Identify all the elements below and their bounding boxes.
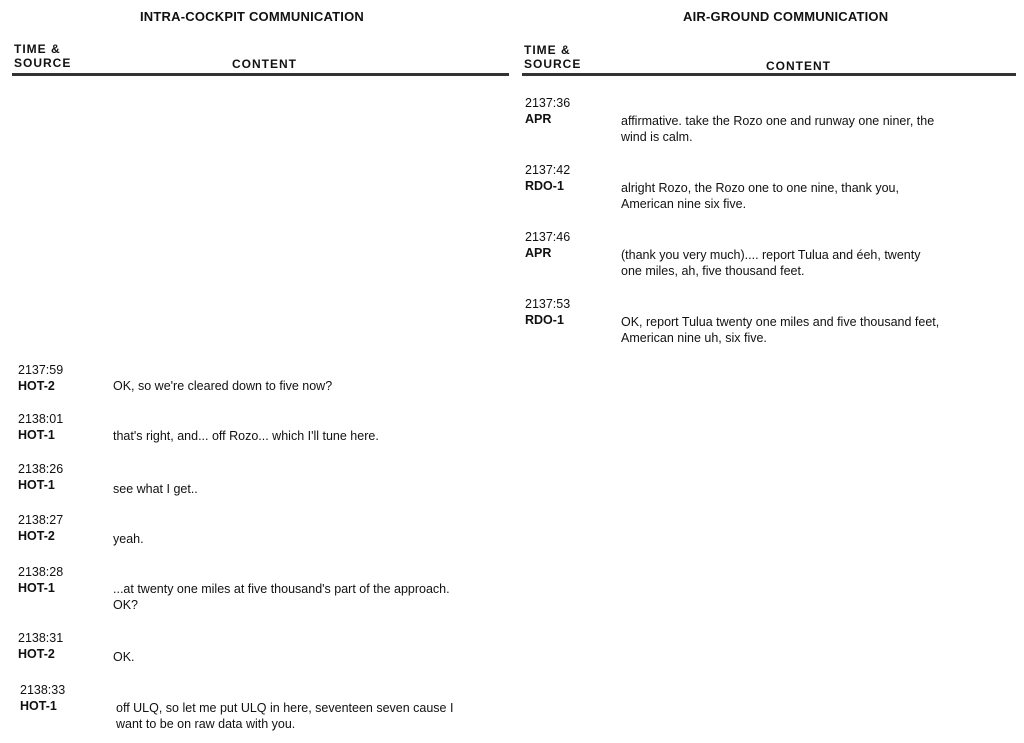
content-line: off ULQ, so let me put ULQ in here, seventeen seven cause I	[116, 701, 454, 715]
intra-cockpit-entry-time	[18, 411, 63, 443]
air-ground-entry-time	[525, 162, 570, 194]
content-line: OK, report Tulua twenty one miles and five thousand feet,	[621, 315, 940, 329]
air-ground-entry-content	[621, 314, 939, 346]
air-ground-entry-time	[525, 296, 570, 328]
intra-cockpit-entry-content	[113, 378, 332, 394]
content-line: that's right, and... off Rozo... which I'll tune here.	[113, 429, 379, 443]
air-ground-entry-content	[621, 180, 899, 212]
source-label: HOT-1	[18, 581, 55, 595]
content-line: OK.	[113, 650, 135, 664]
air-ground-entry-content	[621, 113, 934, 145]
right-header-rule	[522, 73, 1016, 76]
timestamp: 2137:59	[18, 363, 64, 377]
timestamp: 2138:01	[18, 412, 64, 426]
intra-cockpit-entry-time	[18, 630, 63, 662]
content-line: American nine uh, six five.	[621, 331, 767, 345]
content-line: alright Rozo, the Rozo one to one nine, thank you,	[621, 181, 899, 195]
timestamp: 2138:33	[20, 683, 66, 697]
timestamp: 2138:28	[18, 565, 64, 579]
content-line: OK, so we're cleared down to five now?	[113, 379, 333, 393]
intra-cockpit-entry-time	[20, 682, 65, 714]
intra-cockpit-title: INTRA-COCKPIT COMMUNICATION	[140, 9, 364, 24]
left-header-rule	[12, 73, 509, 76]
intra-cockpit-entry-content	[116, 700, 453, 732]
content-line: one miles, ah, five thousand feet.	[621, 264, 805, 278]
content-line: ...at twenty one miles at five thousand's part of the approach.	[113, 582, 450, 596]
intra-cockpit-entry-content	[113, 531, 144, 547]
air-ground-entry-time	[525, 229, 570, 261]
left-time-source-header	[14, 42, 71, 70]
source-label: HOT-1	[20, 699, 57, 713]
intra-cockpit-entry-content	[113, 428, 379, 444]
content-line: American nine six five.	[621, 197, 747, 211]
timestamp: 2137:53	[525, 297, 571, 311]
intra-cockpit-entry-time	[18, 461, 63, 493]
source-label: RDO-1	[525, 179, 564, 193]
left-time-header-line1: TIME &	[14, 42, 61, 56]
content-line: OK?	[113, 598, 139, 612]
source-label: HOT-2	[18, 647, 55, 661]
intra-cockpit-entry-content	[113, 649, 135, 665]
timestamp: 2138:26	[18, 462, 64, 476]
intra-cockpit-entry-content	[113, 581, 450, 613]
timestamp: 2138:31	[18, 631, 64, 645]
timestamp: 2137:46	[525, 230, 571, 244]
source-label: APR	[525, 246, 552, 260]
source-label: RDO-1	[525, 313, 564, 327]
source-label: APR	[525, 112, 552, 126]
source-label: HOT-1	[18, 428, 55, 442]
content-line: want to be on raw data with you.	[116, 717, 296, 731]
right-source-header-line2: SOURCE	[524, 57, 582, 71]
air-ground-entry-content	[621, 247, 920, 279]
right-time-source-header	[524, 43, 581, 71]
air-ground-entry-time	[525, 95, 570, 127]
content-line: affirmative. take the Rozo one and runway one niner, the	[621, 114, 935, 128]
content-line: yeah.	[113, 532, 144, 546]
intra-cockpit-entry-time	[18, 512, 63, 544]
intra-cockpit-entry-time	[18, 564, 63, 596]
content-line: (thank you very much).... report Tulua and éeh, twenty	[621, 248, 921, 262]
source-label: HOT-2	[18, 379, 55, 393]
air-ground-title: AIR-GROUND COMMUNICATION	[683, 9, 889, 24]
timestamp: 2137:36	[525, 96, 571, 110]
left-content-header: CONTENT	[232, 57, 297, 71]
source-label: HOT-1	[18, 478, 55, 492]
source-label: HOT-2	[18, 529, 55, 543]
timestamp: 2137:42	[525, 163, 571, 177]
content-line: wind is calm.	[621, 130, 693, 144]
intra-cockpit-entry-content	[113, 481, 198, 497]
left-source-header-line2: SOURCE	[14, 56, 72, 70]
right-time-header-line1: TIME &	[524, 43, 571, 57]
timestamp: 2138:27	[18, 513, 64, 527]
right-content-header: CONTENT	[766, 59, 831, 73]
content-line: see what I get..	[113, 482, 198, 496]
intra-cockpit-entry-time	[18, 362, 63, 394]
